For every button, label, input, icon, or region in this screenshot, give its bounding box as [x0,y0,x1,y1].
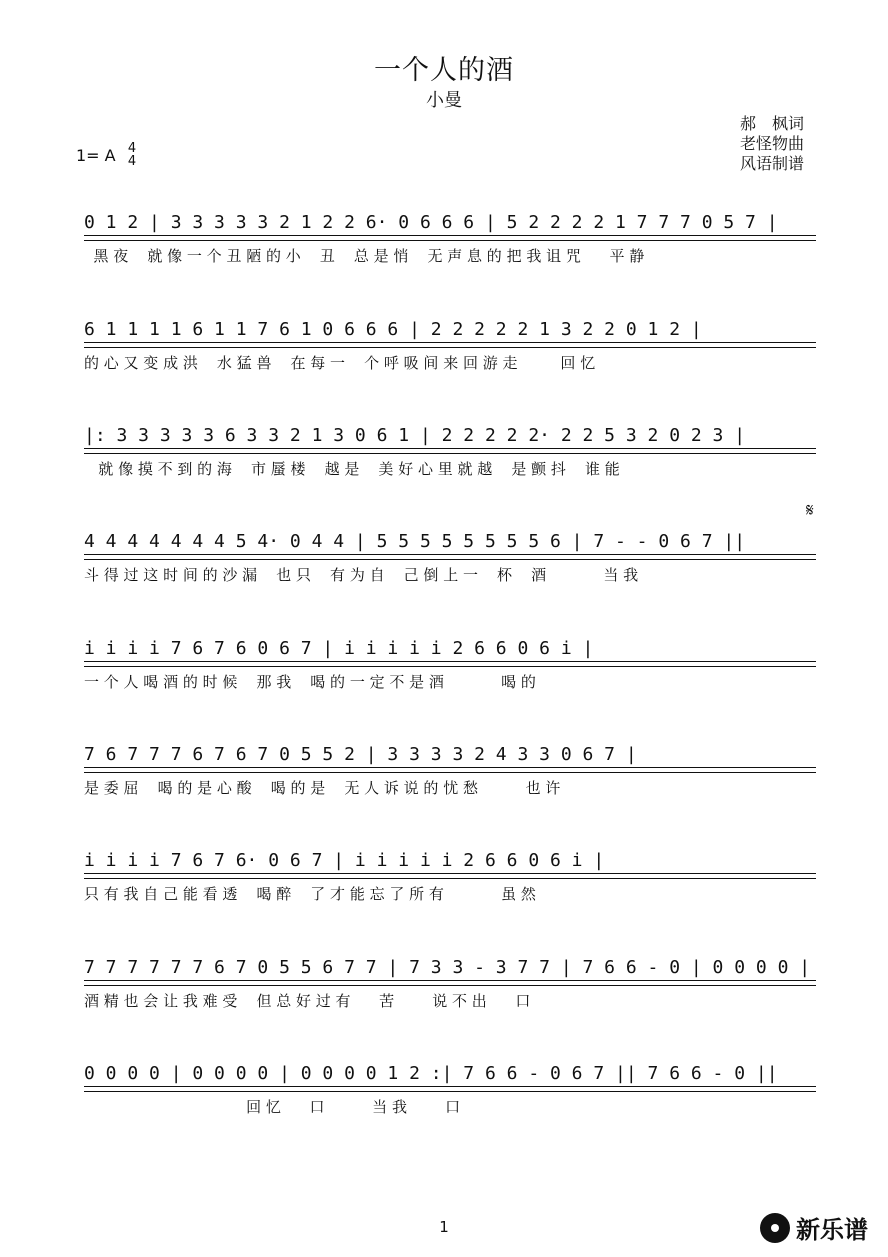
time-signature-bottom: 4 [127,154,137,169]
beam-line [84,554,816,560]
notes-line: i i i i 7 6 7 6 0 6 7 | i i i i i 2 6 6 0 6 i | [84,638,594,659]
lyricist-credit: 郝 枫词 [740,114,805,133]
site-logo [760,1210,868,1245]
lyrics-line: 斗 得 过 这 时 间 的 沙 漏 也 只 有 为 自 己 倒 上 一 杯 酒 当 我 [84,566,639,584]
notes-line: 0 0 0 0 | 0 0 0 0 | 0 0 0 0 1 2 :| 7 6 6 - 0 6 7 || 7 6 6 - 0 || [84,1063,778,1084]
page-number: 1 [439,1218,449,1236]
singer-name: 小曼 [426,90,462,111]
composer-credit: 老怪物曲 [740,134,805,153]
segno-icon: 𝄋 [806,500,814,521]
notes-line: i i i i 7 6 7 6· 0 6 7 | i i i i i 2 6 6 0 6 i | [84,850,605,871]
notes-line: 4 4 4 4 4 4 4 5 4· 0 4 4 | 5 5 5 5 5 5 5 5 6 | 7 - - 0 6 7 || [84,531,746,552]
vinyl-record-icon [760,1213,790,1243]
beam-line [84,873,816,879]
lyrics-line: 只 有 我 自 己 能 看 透 喝 醉 了 才 能 忘 了 所 有 虽 然 [84,885,536,903]
site-logo-text: 新乐谱 [796,1216,868,1244]
notes-line: 6 1 1 1 1 6 1 1 7 6 1 0 6 6 6 | 2 2 2 2 2 1 3 2 2 0 1 2 | [84,319,702,340]
beam-line [84,767,816,773]
score-row-5 [84,634,816,704]
time-signature [125,142,139,168]
beam-line [84,235,816,241]
notes-line: |: 3 3 3 3 3 6 3 3 2 1 3 0 6 1 | 2 2 2 2 2· 2 2 5 3 2 0 2 3 | [84,425,746,446]
key-signature: 1= A [76,146,116,165]
score-row-8 [84,953,816,1023]
score-row-1 [84,208,816,278]
score-row-3 [84,421,816,491]
lyrics-line: 是 委 屈 喝 的 是 心 酸 喝 的 是 无 人 诉 说 的 忧 愁 也 许 [84,779,561,797]
lyrics-line: 就 像 摸 不 到 的 海 市 蜃 楼 越 是 美 好 心 里 就 越 是 颤 抖 谁 能 [84,460,620,478]
song-title: 一个人的酒 [374,55,514,86]
lyrics-line: 黑 夜 就 像 一 个 丑 陋 的 小 丑 总 是 悄 无 声 息 的 把 我 诅 咒 平 静 [84,247,645,265]
lyrics-line: 回 忆 口 当 我 口 [84,1098,461,1116]
score-row-9 [84,1059,816,1129]
beam-line [84,980,816,986]
score-row-2 [84,315,816,385]
beam-line [84,448,816,454]
credits [740,114,804,174]
score-row-6 [84,740,816,810]
score-row-4 [84,527,816,597]
lyrics-line: 一 个 人 喝 酒 的 时 候 那 我 喝 的 一 定 不 是 酒 喝 的 [84,673,536,691]
beam-line [84,661,816,667]
beam-line [84,342,816,348]
lyrics-line: 酒 精 也 会 让 我 难 受 但 总 好 过 有 苦 说 不 出 口 [84,992,531,1010]
time-signature-top: 4 [127,141,137,156]
notes-line: 7 7 7 7 7 7 6 7 0 5 5 6 7 7 | 7 3 3 - 3 7 7 | 7 6 6 - 0 | 0 0 0 0 | [84,957,811,978]
lyrics-line: 的 心 又 变 成 洪 水 猛 兽 在 每 一 个 呼 吸 间 来 回 游 走 回 忆 [84,354,596,372]
beam-line [84,1086,816,1092]
notes-line: 7 6 7 7 7 6 7 6 7 0 5 5 2 | 3 3 3 3 2 4 3 3 0 6 7 | [84,744,637,765]
score-row-7 [84,846,816,916]
notes-line: 0 1 2 | 3 3 3 3 3 2 1 2 2 6· 0 6 6 6 | 5 2 2 2 2 1 7 7 7 0 5 7 | [84,212,778,233]
transcriber-credit: 风语制谱 [740,154,805,173]
